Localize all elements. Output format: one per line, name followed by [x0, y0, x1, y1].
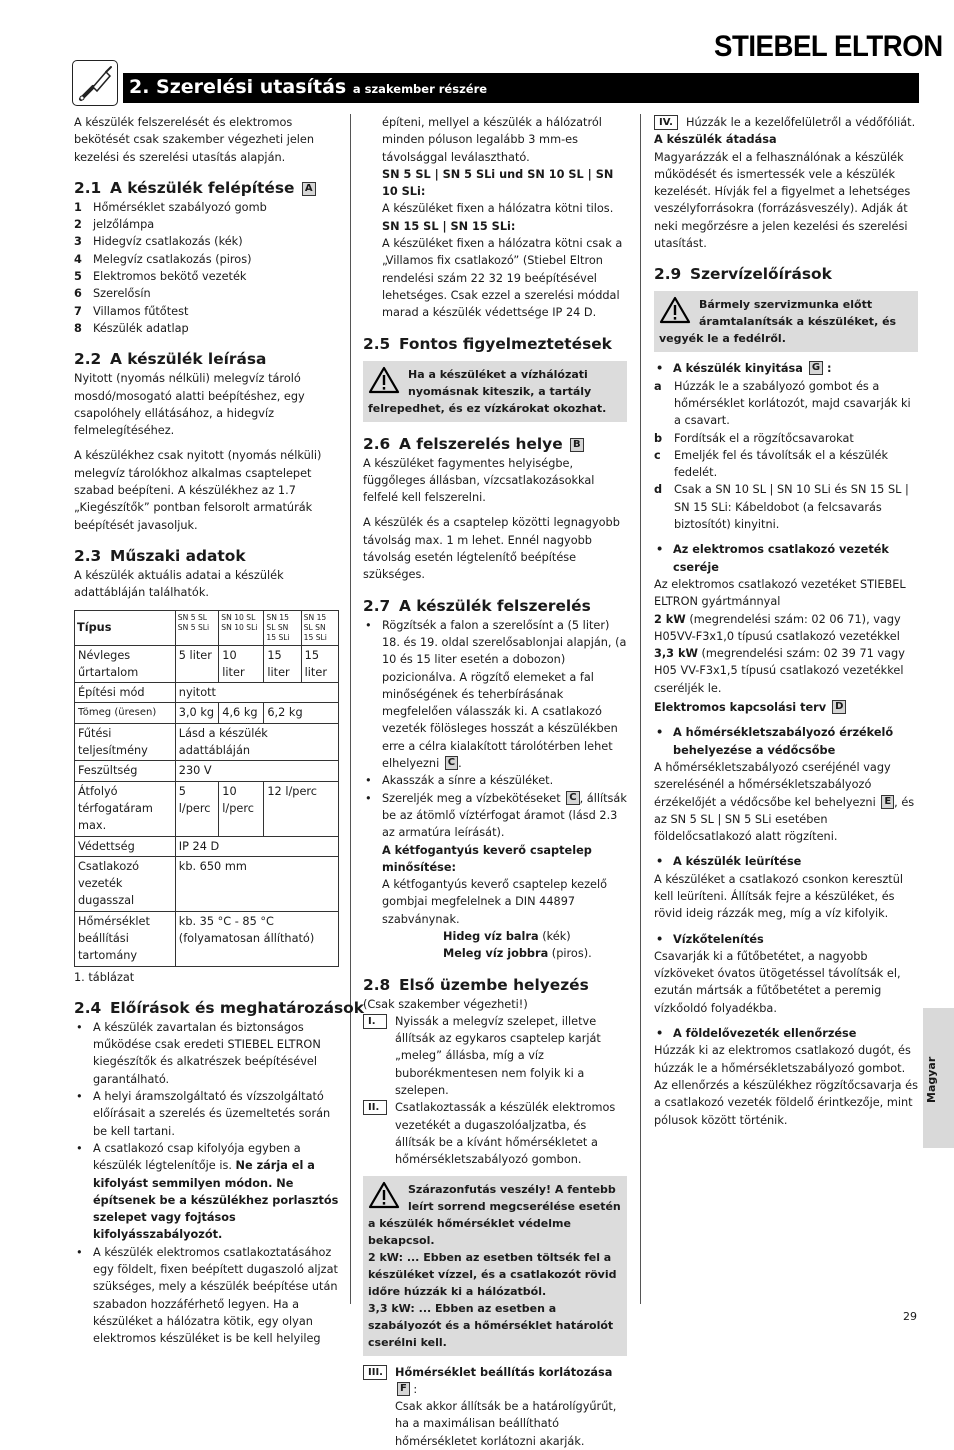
paragraph: Nyitott (nyomás nélküli) melegvíz tároló mosdó/mosogató alatti beépítéshez, egy csapolóhely ellátásához, a hidegvíz felmelegítéséhez.: [74, 372, 305, 438]
language-tab: Magyar: [923, 1008, 954, 1148]
list-item: b Fordítsák el a rögzítőcsavarokat: [654, 431, 854, 445]
list-item: 8 Készülék adatlap: [74, 321, 189, 335]
parts-list: [74, 199, 342, 337]
column-3: [654, 114, 918, 1137]
table-row: Feszültség 230 V: [75, 761, 339, 781]
bullet-heading: • A készülék kinyitása G :: [654, 360, 918, 377]
paragraph: A készüléket fagymentes helyiségbe, függőleges állásban, vízcsatlakozásokkal felfelé kell felszerelni.: [363, 456, 595, 505]
section-heading: 2.7 A készülék felszerelés: [363, 596, 591, 615]
step-number: IV.: [654, 115, 678, 130]
paragraph: 3,3 kW (megrendelési szám: 02 39 71 vagy H05 VV-F3x1,5 típusú csatlakozó vezetékkel cseréljék le.: [654, 647, 905, 695]
table-row: Védettség IP 24 D: [75, 836, 339, 856]
figure-ref-badge: G: [809, 361, 823, 375]
model-heading: SN 5 SL | SN 5 SLi und SN 10 SL | SN 10 SLi:: [382, 167, 614, 199]
model-heading: SN 15 SL | SN 15 SLi:: [382, 219, 516, 233]
section-heading: 2.2 A készülék leírása: [74, 350, 267, 369]
warning-icon: [368, 366, 400, 399]
warning-box: Szárazonfutás veszély! A fentebb leírt sorrend megcserélése esetén a készülék hőmérséklet védelme bekapcsol. 2 kW: ... Ebben az esetben töltsék fel a készüléket vízzel, és a csatlakozót rövid időre húzzák ki a hálózatból. 3,3 kW: ... Ebben az esetben a szabályozót és a hőmérséklet határolót cserélni kell.: [363, 1176, 627, 1356]
table-row: Építési mód nyitott: [75, 683, 339, 703]
list-item: 3 Hidegvíz csatlakozás (kék): [74, 235, 243, 249]
list-item: 1 Hőmérséklet szabályozó gomb: [74, 200, 267, 214]
bullet-item: • A helyi áramszolgáltató és vízszolgáltató előírásait a szerelés és üzemeltetés során be kell tartani.: [74, 1088, 342, 1140]
figure-ref-badge: C: [566, 791, 579, 805]
list-item: 2 jelzőlámpa: [74, 218, 155, 232]
intro-paragraph: A készülék felszerelését és elektromos bekötését csak szakember végezheti jelen kezelési és szerelési utasítás alapján.: [74, 116, 315, 164]
paragraph: Az elektromos csatlakozó vezetéket STIEBEL ELTRON gyártmánnyal: [654, 577, 906, 609]
spec-table: [74, 610, 339, 967]
step-item: III. Hőmérséklet beállítás korlátozása F : Csak akkor állítsák be a határolígyűrűt, ha a maximálisan beállítható hőmérsékletet korlátozni akarják.: [363, 1364, 627, 1450]
bullet-item: • A készülék zavartalan és biztonságos működése csak eredeti STIEBEL ELTRON kiegészítők és alkatrészek beépítésével garantálható.: [74, 1019, 342, 1088]
page-number: 29: [903, 1310, 917, 1323]
bullet-item: • A készülék elektromos csatlakoztatásához egy földelt, fixen beépített dugaszoló aljzat szükséges, mely a készülék beépítése után szabadon hozzáférhető legyen. Ha a készüléket a hálózatra kötik, egy olyan elektromos készüléket is be kell helyileg: [74, 1244, 342, 1348]
table-row: Fűtési teljesítmény Lásd a készülék adattábláján: [75, 723, 339, 761]
figure-ref-badge: C: [445, 756, 458, 770]
letter-list: [654, 378, 918, 534]
paragraph: A készülékhez csak nyitott (nyomás nélküli) melegvíz tárolókhoz alkalmas csaptelepet szabad beépíteni. A készülékhez az 1.7 „Kiegészítők” pontban felsorolt armatúrák beépítését javasoljuk.: [74, 449, 322, 532]
brand-logo: STIEBEL ELTRON: [714, 30, 943, 63]
color-legend: Hideg víz balra (kék): [443, 929, 571, 943]
table-row: Típus SN 5 SL SN 5 SLi SN 10 SL SN 10 SLi SN 15 SL SN 15 SLi SN 15 SL SN 15 SLi: [75, 610, 339, 645]
bullet-item: • Akasszák a sínre a készüléket.: [363, 772, 627, 789]
paragraph: építeni, mellyel a készülék a hálózatról minden póluson legalább 3 mm-es távolsággal leválasztható.: [382, 116, 602, 164]
list-item: 7 Villamos fűtőtest: [74, 304, 189, 318]
sub-heading: A készülék átadása: [654, 133, 777, 147]
list-item: 4 Melegvíz csatlakozás (piros): [74, 252, 252, 266]
paragraph: A készüléket fixen a hálózatra kötni csak a „Villamos fix csatlakozó” (Stiebel Eltron rendelési szám 22 32 19 beépítésével lehetséges. Csak ezzel a szerelési móddal marad a készülék védettsége IP 24 D.: [382, 237, 623, 320]
step-item: II. Csatlakoztassák a készülék elektromos vezetékét a dugaszolóaljzatba, és állítsák be a kívánt hőmérsékletet a hőmérsékletszabályozó gombon.: [363, 1099, 627, 1168]
step-item: IV. Húzzák le a kezelőfelületről a védőfóliát.: [654, 114, 918, 131]
table-row: Csatlakozó vezeték dugasszal kb. 650 mm: [75, 856, 339, 911]
paragraph: Magyarázzák el a felhasználónak a készülék működését és ismertessék vele a készülék kezelését. Hívják fel a figyelmet a lehetséges veszélyforrásokra (forrázásveszély). Adják át neki megőrzésre a jelen kezelési és szerelési utasítást.: [654, 150, 911, 251]
paragraph: Húzzák ki az elektromos csatlakozó dugót, és húzzák le a hőmérsékletszabályozó gombot. Az ellenőrzés a készülékhez rögzítőcsavarja és a csatlakozó vezeték földelő érintkezője, mint pólusok között történik.: [654, 1044, 918, 1127]
warning-icon: [659, 296, 691, 329]
figure-ref-badge: F: [397, 1382, 410, 1396]
section-heading: 2.4 Előírások és meghatározások: [74, 998, 364, 1017]
list-item: 6 Szerelősín: [74, 287, 151, 301]
paragraph: A készüléket a csatlakozó csonkon keresztül kell leüríteni. Állítsák fejre a készüléket, és rövid ideig rázzák meg, míg a víz kifolyik.: [654, 872, 904, 921]
section-heading: 2.1 A készülék felépítése A: [74, 178, 342, 198]
bullet-heading: • Vízkőtelenítés: [654, 931, 918, 948]
column-divider: [350, 114, 351, 1304]
figure-ref-badge: B: [570, 438, 584, 452]
bullet-item: • Rögzítsék a falon a szerelősínt a (5 liter) 18. és 19. oldal szerelősablonjai alapján, (a 10 és 15 liter esetén a dobozon) pozicionálva. A rögzítő elemeket a fal minőségének és teherbírásának megfelelően válasszák ki. A csatlakozó vezeték fölösleges hosszát a készülékben erre a célra kialakított tárolótérben lehet elhelyezni C .: [363, 617, 627, 773]
step-number: III.: [363, 1365, 387, 1380]
paragraph: A készülék és a csaptelep közötti legnagyobb távolság max. 1 m lehet. Ennél nagyobb távolság esetén légtelenítő beépítése szükséges.: [363, 516, 620, 582]
screwdriver-icon: [72, 60, 118, 106]
note: (Csak szakember végezheti!): [363, 997, 528, 1011]
figure-ref-badge: E: [881, 795, 894, 809]
warning-box: Ha a készüléket a vízhálózati nyomásnak kiteszik, a tartály felrepedhet, és ez vízkárokat okozhat.: [363, 361, 627, 422]
figure-ref-badge: D: [832, 700, 846, 714]
paragraph: A hőmérsékletszabályozó cseréjénél vagy szerelésénél a hőmérsékletszabályozó érzékelőjét a védőcsőbe kel behelyezni E , és az SN 5 SL | SN 5 SLi esetében földelőcsatlakozó alatt rögzíteni.: [654, 760, 915, 844]
paragraph: A készülék aktuális adatai a készülék adattábláján találhatók.: [74, 568, 284, 600]
list-item: 5 Elektromos bekötő vezeték: [74, 270, 247, 284]
column-1: [74, 114, 364, 1348]
sub-heading: Elektromos kapcsolási terv D: [654, 699, 918, 716]
page-title: 2. Szerelési utasítás: [129, 76, 347, 98]
list-item: d Csak a SN 10 SL | SN 10 SLi és SN 15 SL | SN 15 SLi: Kábeldobot (a felcsavarás biztosítót) kinyitni.: [654, 483, 909, 532]
bullet-heading: • Az elektromos csatlakozó vezeték cseréje: [654, 541, 918, 576]
step-number: II.: [363, 1100, 387, 1115]
page-subtitle: a szakember részére: [352, 82, 488, 96]
table-row: Hőmérséklet beállítási tartomány kb. 35 °C - 85 °C (folyamatosan állítható): [75, 911, 339, 966]
table-row: Átfolyó térfogatáram max. 5 l/perc 10 l/perc 12 l/perc: [75, 781, 339, 836]
section-heading: 2.5 Fontos figyelmeztetések: [363, 334, 612, 353]
section-heading: 2.9 Szervízelőírások: [654, 265, 832, 284]
warning-icon: [368, 1181, 400, 1214]
section-heading: 2.6 A felszerelés helye B: [363, 434, 627, 454]
bullet-heading: • A készülék leürítése: [654, 853, 918, 870]
bullet-item: • Szereljék meg a vízbekötéseket C , állítsák be az átömlő víztérfogat áramot (lásd 2.3 az armatúra leírását).: [363, 790, 627, 842]
step-item: I. Nyissák a melegvíz szelepet, illetve állítsák az egykaros csaptelep karját „meleg” állásba, míg a víz buborékmentesen nem folyik ki a szelepen.: [363, 1013, 627, 1099]
bullet-heading: • A hőmérsékletszabályozó érzékelő behelyezése a védőcsőbe: [654, 724, 918, 759]
step-number: I.: [363, 1014, 387, 1029]
paragraph: Csavarják ki a fűtőbetétet, a nagyobb vízköveket óvatos ütögetéssel távolítsák el, ezután mártsák a fűtőbetétet a peremig vízkőoldó folyadékba.: [654, 949, 901, 1015]
bullet-item: • A csatlakozó csap kifolyója egyben a készülék légtelenítője is. Ne zárja el a kifolyást semmilyen módon. Ne építsenek be a készülékhez porlasztós szelepet vagy fojtásos kifolyásszabályozót.: [74, 1140, 342, 1244]
figure-ref-badge: A: [302, 182, 316, 196]
sub-heading: A kétfogantyús keverő csaptelep minősítése:: [382, 843, 592, 874]
list-item: a Húzzák le a szabályozó gombot és a hőmérséklet korlátozót, majd csavarják ki a csavart.: [654, 379, 911, 428]
warning-box: Bármely szervizmunka előtt áramtalanítsák a készüléket, és vegyék le a fedélről.: [654, 291, 918, 352]
paragraph: A kétfogantyús keverő csaptelep kezelő gombjai megfelelnek a DIN 44897 szabványnak.: [382, 878, 608, 926]
bullet-heading: • A földelővezeték ellenőrzése: [654, 1025, 918, 1042]
color-legend: Meleg víz jobbra (piros).: [443, 947, 592, 961]
paragraph: A készüléket fixen a hálózatra kötni tilos.: [382, 202, 614, 216]
list-item: c Emeljék fel és távolítsák el a készülék fedelét.: [654, 448, 889, 480]
section-heading: 2.8 Első üzembe helyezés: [363, 975, 589, 994]
column-2: [363, 114, 627, 1450]
table-row: Tömeg (üresen) 3,0 kg 4,6 kg 6,2 kg: [75, 703, 339, 723]
paragraph: 2 kW (megrendelési szám: 02 06 71), vagy H05VV-F3x1,0 típusú csatlakozó vezetékkel: [654, 612, 901, 643]
section-header-bar: [123, 73, 919, 103]
table-row: Névleges űrtartalom 5 liter 10 liter 15 liter 15 liter: [75, 645, 339, 683]
column-divider: [640, 114, 641, 1304]
table-caption: 1. táblázat: [74, 970, 135, 984]
section-heading: 2.3 Műszaki adatok: [74, 546, 246, 565]
